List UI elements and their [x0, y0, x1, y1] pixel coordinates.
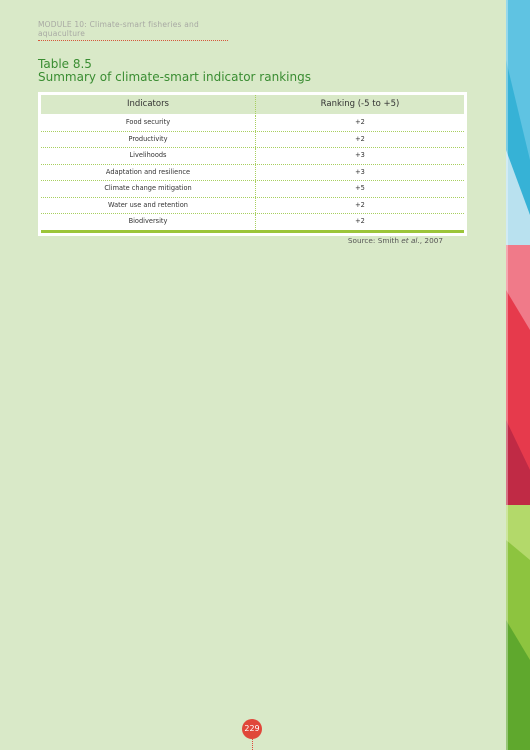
table-source	[348, 236, 443, 245]
decorative-color-edge	[506, 0, 530, 750]
indicator-cell: Food security	[41, 115, 256, 131]
indicator-cell: Productivity	[41, 132, 256, 148]
ranking-cell: +2	[355, 200, 365, 209]
table-row	[41, 165, 464, 182]
indicator-cell: Biodiversity	[41, 214, 256, 230]
page-number-rule	[252, 739, 253, 750]
table-row	[41, 198, 464, 215]
ranking-cell: +2	[355, 118, 365, 126]
column-header-indicators: Indicators	[41, 95, 256, 114]
indicator-cell: Adaptation and resilience	[41, 165, 256, 181]
table-header-row	[41, 95, 464, 115]
table-number: Table 8.5	[38, 57, 92, 71]
indicator-table	[38, 92, 467, 236]
ranking-cell: +3	[355, 151, 365, 159]
indicator-cell: Water use and retention	[41, 198, 256, 214]
source-suffix: , 2007	[419, 236, 443, 245]
source-prefix: Source: Smith	[347, 236, 402, 245]
table-row	[41, 214, 464, 233]
ranking-cell: +3	[355, 167, 365, 176]
table-row	[41, 132, 464, 149]
table-title	[38, 58, 311, 84]
table-row	[41, 148, 464, 165]
table-row	[41, 181, 464, 198]
ranking-cell: +2	[355, 134, 365, 143]
ranking-cell: +5	[355, 184, 365, 192]
ranking-cell: +2	[355, 217, 365, 225]
table-row	[41, 115, 464, 132]
module-header: MODULE 10: Climate-smart fisheries and aquaculture	[38, 20, 228, 41]
page-number: 229	[242, 719, 262, 739]
source-etal: et al.	[401, 236, 420, 245]
indicator-cell: Climate change mitigation	[41, 181, 256, 197]
table-caption: Summary of climate-smart indicator rankings	[38, 70, 311, 84]
indicator-cell: Livelihoods	[41, 148, 256, 164]
column-header-ranking: Ranking (-5 to +5)	[320, 99, 400, 109]
